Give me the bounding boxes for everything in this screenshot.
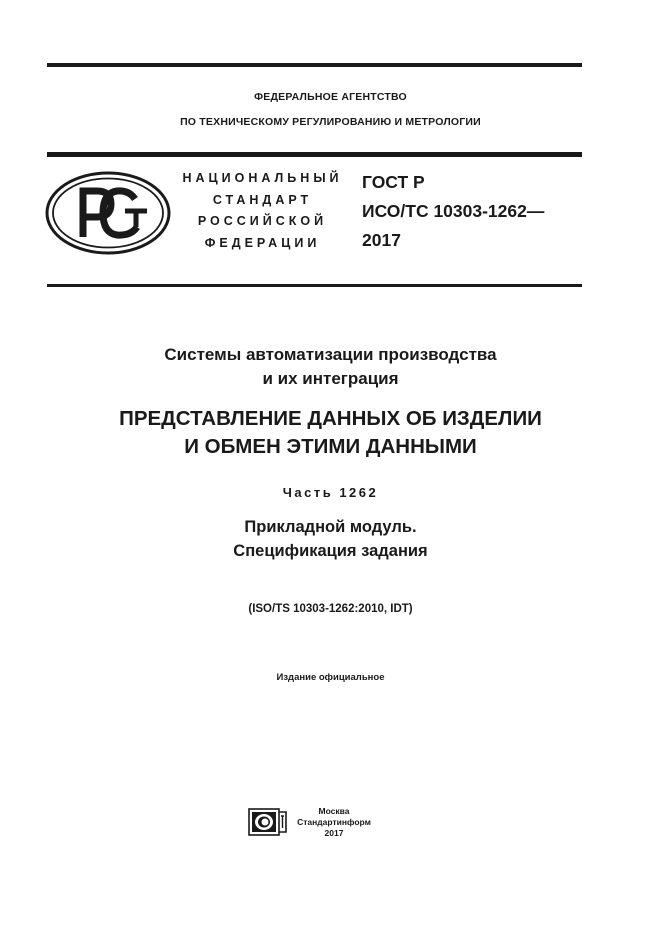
gost-line-2: ИСО/ТС 10303-1262— <box>362 201 545 221</box>
subtitle-line-2: Спецификация задания <box>233 542 428 560</box>
iso-reference: (ISO/TS 10303-1262:2010, IDT) <box>248 603 413 615</box>
main-title-line-2: И ОБМЕН ЭТИМИ ДАННЫМИ <box>184 435 477 458</box>
national-standard-label <box>175 168 350 254</box>
gost-r-logo-icon <box>45 171 171 260</box>
part-number: Часть 1262 <box>282 485 379 500</box>
gost-line-1: ГОСТ Р <box>362 172 425 192</box>
series-title-line-2: и их интеграция <box>262 369 399 388</box>
agency-line-2: ПО ТЕХНИЧЕСКОМУ РЕГУЛИРОВАНИЮ И МЕТРОЛОГИИ <box>180 116 481 128</box>
header-rule <box>47 152 582 157</box>
agency-line-1: ФЕДЕРАЛЬНОЕ АГЕНТСТВО <box>254 91 407 103</box>
national-line-1: НАЦИОНАЛЬНЫЙ <box>182 171 343 185</box>
publisher-info <box>296 806 372 839</box>
publisher-year: 2017 <box>324 828 344 838</box>
gost-line-3: 2017 <box>362 230 401 250</box>
subtitle-line-1: Прикладной модуль. <box>244 518 417 536</box>
main-title-line-1: ПРЕДСТАВЛЕНИЕ ДАННЫХ ОБ ИЗДЕЛИИ <box>119 407 542 430</box>
standartinform-logo-icon <box>248 808 288 841</box>
national-line-3: РОССИЙСКОЙ <box>197 214 328 228</box>
series-title-line-1: Системы автоматизации производства <box>164 345 497 364</box>
top-rule <box>47 63 582 67</box>
standard-block-rule <box>47 284 582 287</box>
gost-designation <box>362 168 544 255</box>
publisher-name: Стандартинформ <box>297 817 371 827</box>
national-line-2: СТАНДАРТ <box>212 192 313 207</box>
edition-label: Издание официальное <box>276 672 385 683</box>
national-line-4: ФЕДЕРАЦИИ <box>204 235 321 250</box>
publisher-city: Москва <box>318 806 350 816</box>
